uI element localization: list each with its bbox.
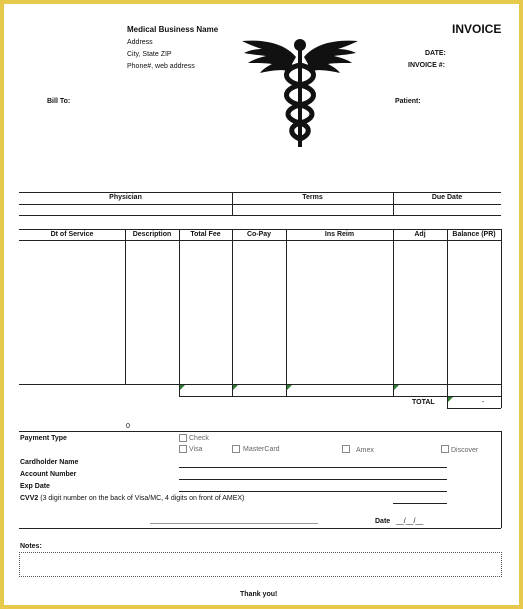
date-label: DATE: [425,50,446,57]
check-checkbox[interactable] [179,434,187,442]
cvv-label: CVV2 [20,495,39,502]
mastercard-checkbox[interactable] [232,445,240,453]
business-address: Address [127,39,153,46]
amex-label: Amex [356,447,374,454]
total-label: TOTAL [412,399,435,406]
col-description: Description [132,231,172,238]
patient-label: Patient: [395,98,421,105]
terms-header: Terms [302,194,323,201]
thank-you-text: Thank you! [240,591,278,598]
discover-checkbox[interactable] [441,445,449,453]
total-value: - [482,399,485,406]
zero-value: 0 [126,423,130,430]
invoice-number-label: INVOICE #: [408,62,445,69]
cell-marker [448,397,453,402]
bill-to-label: Bill To: [47,98,71,105]
signature-line[interactable] [150,523,318,524]
payment-date-label: Date [375,518,391,525]
due-date-header: Due Date [431,194,463,201]
col-dt-of-service: Dt of Service [50,231,94,238]
cell-marker [180,385,185,390]
col-ins-reim: Ins Reim [324,231,355,238]
check-label: Check [189,435,209,442]
account-number-label: Account Number [20,471,77,478]
mastercard-label: MasterCard [243,446,280,453]
exp-date-label: Exp Date [20,483,50,490]
visa-checkbox[interactable] [179,445,187,453]
cvv-line [20,495,244,502]
payment-date-value: __/__/__ [396,518,424,525]
business-city: City, State ZIP [127,51,172,58]
cardholder-label: Cardholder Name [20,459,79,466]
amex-checkbox[interactable] [342,445,350,453]
business-phone: Phone#, web address [127,63,195,70]
exp-date-field[interactable] [179,491,447,492]
payment-type-label: Payment Type [20,435,67,442]
col-total-fee: Total Fee [190,231,221,238]
visa-label: Visa [189,446,203,453]
col-co-pay: Co-Pay [246,231,272,238]
business-name: Medical Business Name [127,25,219,34]
invoice-title: INVOICE [452,22,502,36]
col-adj: Adj [414,231,426,238]
notes-field[interactable] [19,552,502,577]
cardholder-field[interactable] [179,467,447,468]
notes-label: Notes: [20,543,42,550]
discover-label: Discover [451,447,479,454]
col-balance: Balance (PR) [452,231,496,238]
cvv-field[interactable] [393,503,447,504]
cell-marker [394,385,399,390]
cvv-note: (3 digit number on the back of Visa/MC, 4 digits on front of AMEX) [40,495,245,502]
cell-marker [287,385,292,390]
physician-header: Physician [109,194,142,201]
account-number-field[interactable] [179,479,447,480]
cell-marker [233,385,238,390]
caduceus-logo-icon [240,35,360,150]
